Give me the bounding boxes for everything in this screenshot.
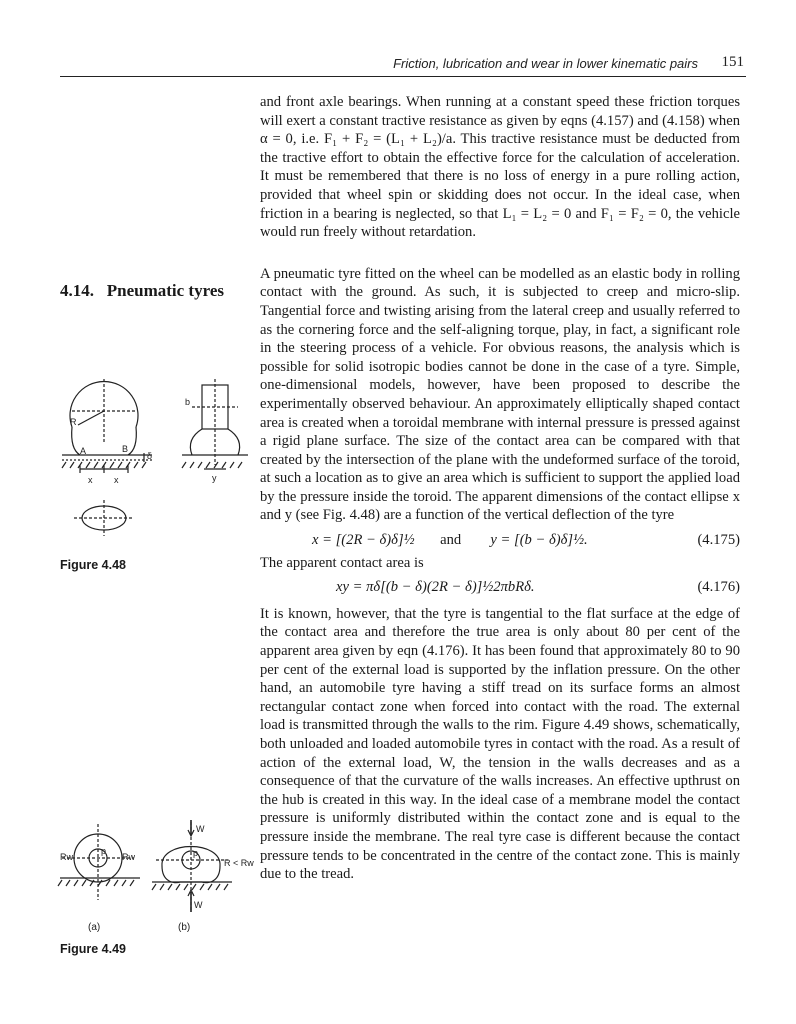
paragraph-2: A pneumatic tyre fitted on the wheel can be modelled as an elastic body in rolling contact with the ground. As such, it is subjected to creep and micro-slip. Tangential force and twisting arising from the lateral creep and usually referred to as the cornering force and the self-aligning torque, play, in fact, a significant role in the steering process of a vehicle. For obvious reasons, the analysis which is possible for solid isotropic bodies cannot be done in the case of a tyre. Simple, one-dimensional models, however, have been proposed to describe the experimentally observed behaviour. An approximately elliptically shaped contact area is created when a toroidal membrane with internal pressure is pressed against a rigid plane surface. The size of the contact area can be compared with that created by the intersection of the plane with the undeformed surface of the toroid, at such a location as to give an area which is sufficient to support the applied load by the pressure inside the toroid. The apparent dimensions of the contact ellipse x and y (see Fig. 4.48) are a function of the vertical deflection of the tyre (260, 265, 740, 524)
figure-4-48-caption: Figure 4.48 (60, 558, 126, 572)
tyre-front-view (182, 379, 248, 469)
paragraph-3: The apparent contact area is (260, 554, 424, 571)
eq-4-175-number: (4.175) (697, 532, 740, 549)
eq-4-175-and: and (440, 532, 462, 549)
main-text-column (260, 93, 740, 884)
paragraph-1: and front axle bearings. When running at a constant speed these friction torques will exert a constant tractive resistance as given by eqns (4.157) and (4.158) when α = 0, i.e. F₁ + F₂ = (L₁ + L₂)/a. This tractive resistance must be deducted from the tractive effort to obtain the effective force for the calculation of acceleration. It must be remembered that there is no loss of energy in a pure rolling action, provided that wheel spin or skidding does not occur. In the ideal case, when friction in a bearing is neglected, so that L₁ = L₂ = 0 and F₁ = F₂ = 0, the vehicle would run freely without retardation. (260, 94, 740, 241)
label-A: A (80, 446, 87, 456)
equation-4-176 (260, 578, 740, 597)
label-b: b (185, 397, 191, 407)
label-x-1: x (88, 475, 93, 485)
figure-4-49-caption: Figure 4.49 (60, 942, 126, 956)
section-title: Pneumatic tyres (106, 281, 224, 300)
label-B: B (122, 444, 129, 454)
label-w-bottom: W (194, 900, 203, 910)
eq-4-175-left: x = [(2R − δ)δ]½ (312, 532, 415, 549)
equation-4-175 (260, 531, 740, 550)
label-w-top: W (196, 824, 205, 834)
eq-4-176-number: (4.176) (697, 579, 740, 596)
eq-4-176-expr: xy = πδ[(b − δ)(2R − δ)]½2πbRδ. (336, 579, 535, 596)
contact-ellipse (74, 500, 134, 536)
eq-4-175-right: y = [(b − δ)δ]½. (490, 532, 588, 549)
label-R: R (70, 417, 77, 427)
paragraph-4: It is known, however, that the tyre is tangential to the flat surface at the edge of the contact area and therefore the true area is only about 80 per cent of the apparent area given by eqn (4.176). It has been found that approximately 80 to 90 per cent of the external load is supported by the inflation pressure. On the other hand, an automobile tyre having a stiff tread on its surface forms an almost rectangular contact zone when forced into contact with the road. The external load is transmitted through the walls to the rim. Figure 4.49 shows, schematically, both unloaded and loaded automobile tyres in contact with the road. As a result of action of the external load, W, the tension in the walls decreases and as a consequence of that the curvature of the walls increases. An effective upthrust on the hub is created in this way. In the ideal case of a membrane model the contact pressure is uniformly distributed within the contact zone and is equal to the pressure inside the membrane. The real tyre case is different because the contact pressure tends to be concentrated in the centre of the contact zone. This is mainly due to the tread. (260, 605, 740, 883)
page-header (60, 52, 746, 77)
page-number: 151 (721, 54, 744, 70)
label-rw-a-left: Rw (60, 852, 73, 862)
unloaded-tyre (58, 824, 140, 900)
label-rw-a-right: Rw (122, 852, 135, 862)
label-x-2: x (114, 475, 119, 485)
label-b-sub: (b) (178, 922, 191, 933)
section-heading (60, 281, 224, 301)
figure-4-48 (52, 365, 252, 550)
label-delta: δ (147, 451, 153, 461)
section-number: 4.14. (60, 281, 94, 300)
label-r-less-rw: R < Rw (224, 858, 254, 868)
figure-4-49 (52, 820, 260, 958)
label-p-b: p (193, 848, 199, 858)
label-p-a: p (101, 846, 107, 856)
label-y: y (212, 473, 217, 483)
running-title: Friction, lubrication and wear in lower kinematic pairs (393, 56, 698, 71)
label-a: (a) (88, 922, 101, 933)
loaded-tyre (152, 820, 232, 912)
